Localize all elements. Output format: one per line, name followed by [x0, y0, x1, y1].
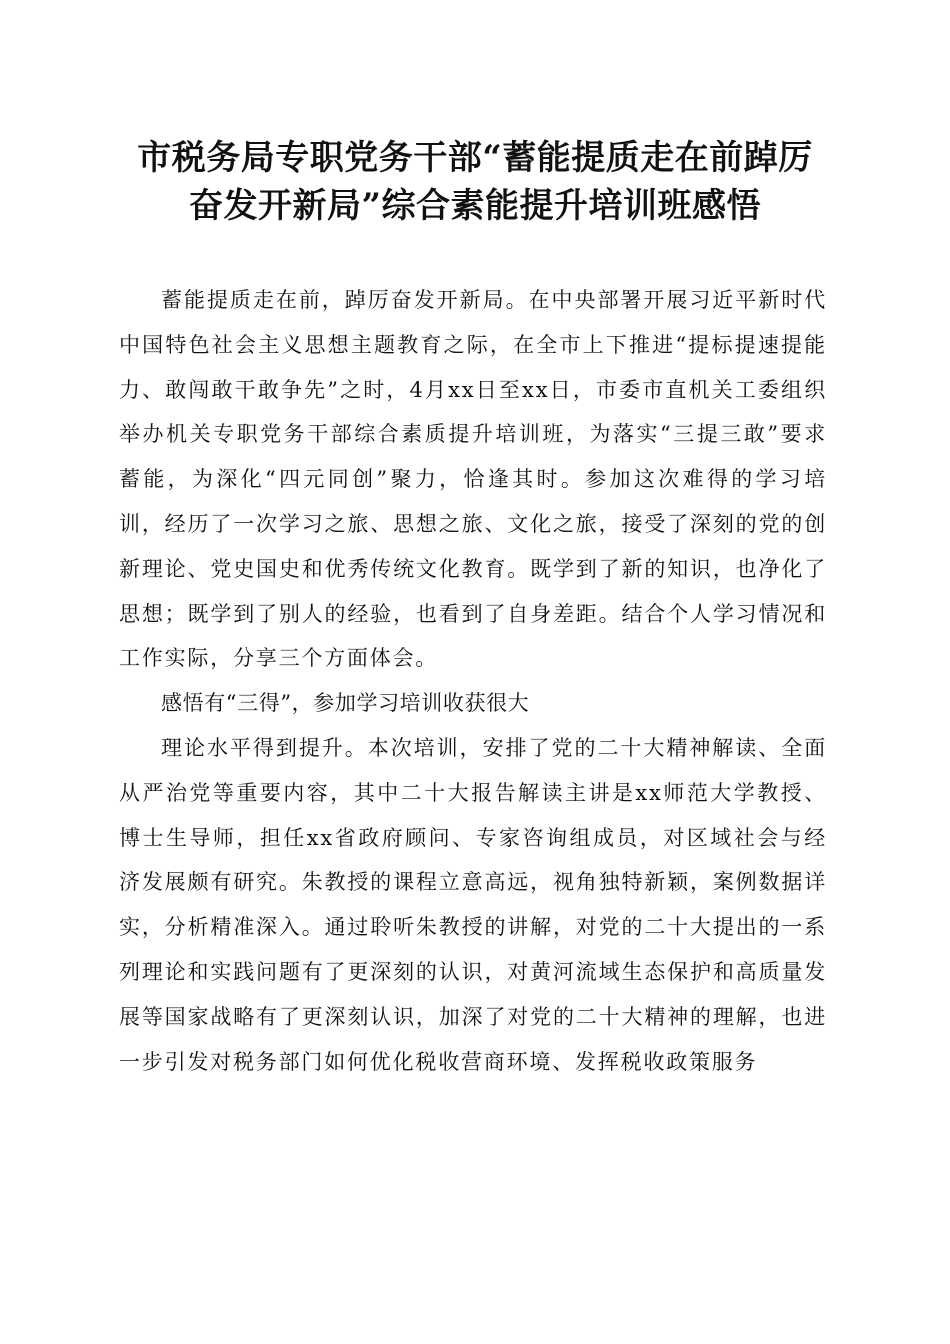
document-title	[100, 134, 850, 230]
title-line-2: 奋发开新局”综合素能提升培训班感悟	[188, 186, 762, 226]
title-line-1: 市税务局专职党务干部“蓄能提质走在前踔厉	[137, 138, 813, 178]
section-heading: 感悟有“三得”，参加学习培训收获很大	[161, 691, 530, 716]
intro-paragraph: 蓄能提质走在前，踔厉奋发开新局。在中央部署开展习近平新时代中国特色社会主义思想主题教育之际，在全市上下推进“提标提速提能力、敢闯敢干敢争先”之时，4月xx日至xx日，市委市直机关工委组织举办机关专职党务干部综合素质提升培训班，为落实“三提三敢”要求蓄能，为深化“四元同创”聚力，恰逢其时。参加这次难得的学习培训，经历了一次学习之旅、思想之旅、文化之旅，接受了深刻的党的创新理论、党史国史和优秀传统文化教育。既学到了新的知识，也净化了思想；既学到了别人的经验，也看到了自身差距。结合个人学习情况和工作实际，分享三个方面体会。	[119, 288, 827, 671]
document-body	[119, 278, 827, 1084]
body-paragraph: 理论水平得到提升。本次培训，安排了党的二十大精神解读、全面从严治党等重要内容，其中二十大报告解读主讲是xx师范大学教授、博士生导师，担任xx省政府顾问、专家咨询组成员，对区域社会与经济发展颇有研究。朱教授的课程立意高远，视角独特新颖，案例数据详实，分析精准深入。通过聆听朱教授的讲解，对党的二十大提出的一系列理论和实践问题有了更深刻的认识，对黄河流域生态保护和高质量发展等国家战略有了更深刻认识，加深了对党的二十大精神的理解，也进一步引发对税务部门如何优化税收营商环境、发挥税收政策服务	[119, 735, 827, 1074]
